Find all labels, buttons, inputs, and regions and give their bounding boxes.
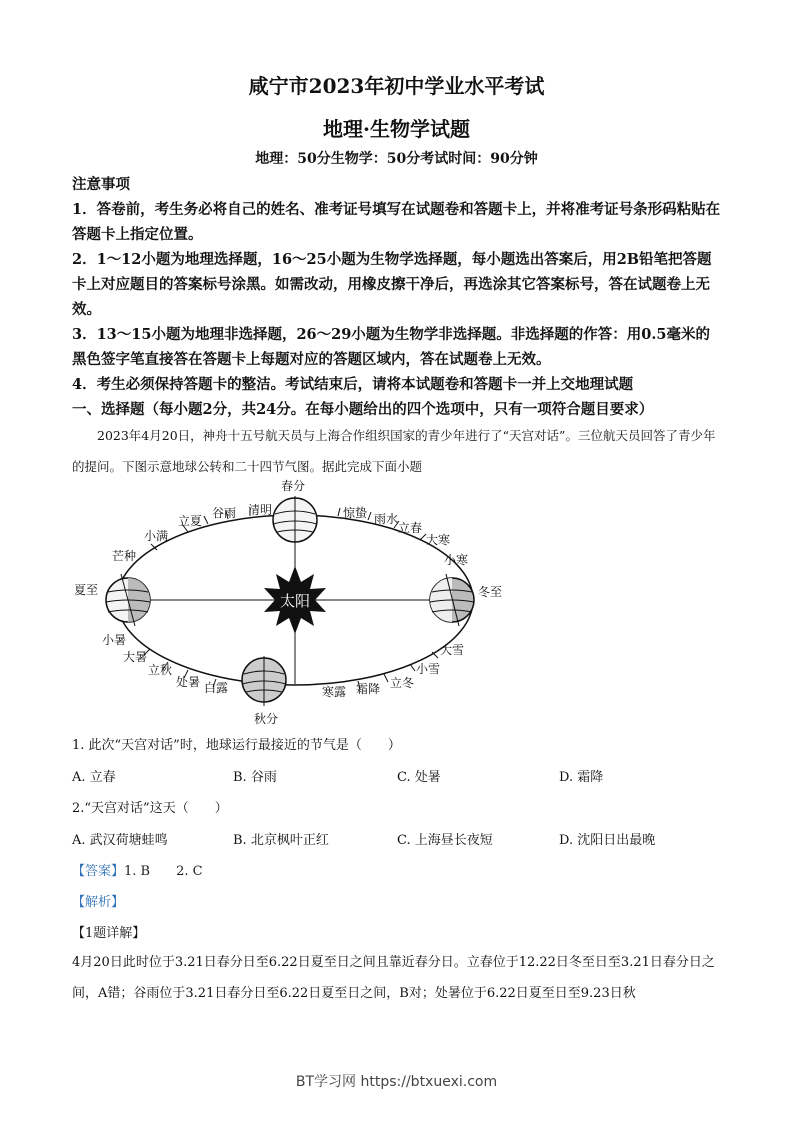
analysis-label: 【解析】: [72, 895, 125, 910]
earth-xiazhi-icon: [106, 574, 150, 626]
footer-watermark: BT学习网 https://btxuexi.com: [295, 1074, 498, 1090]
term-dahan: 大寒: [426, 533, 451, 547]
question-1-option-c: C. 处暑: [397, 770, 441, 785]
term-xiazhi: 夏至: [74, 583, 99, 597]
term-yushui: 雨水: [374, 512, 399, 526]
term-xiaohan: 小寒: [444, 553, 469, 567]
term-qingming: 清明: [248, 503, 273, 517]
term-chushu: 处暑: [176, 675, 201, 689]
question-2-option-a: A. 武汉荷塘蛙鸣: [72, 833, 168, 848]
passage-text: 2023年4月20日，神舟十五号航天员与上海合作组织国家的青少年进行了“天宫对话”。三位航天员回答了青少年的提问。下图示意地球公转和二十四节气图。据此完成下面小题: [72, 428, 716, 474]
exam-title: 咸宁市2023年初中学业水平考试: [248, 74, 545, 98]
note-item: 3．13～15小题为地理非选择题，26～29小题为生物学非选择题。非选择题的作答：用0.5毫米的黑色签字笔直接答在答题卡上每题对应的答题区域内，答在试题卷上无效。: [72, 326, 711, 368]
question-1-option-a: A. 立春: [72, 770, 116, 785]
notes-heading: 注意事项: [72, 176, 130, 193]
term-xiaoshu: 小暑: [102, 633, 127, 647]
score-line: 地理：50分生物学：50分考试时间：90分钟: [255, 151, 538, 167]
question-1-stem: 1. 此次“天宫对话”时，地球运行最接近的节气是（ ）: [72, 738, 401, 753]
question-2-option-b: B. 北京枫叶正红: [233, 833, 329, 848]
question-1-option-d: D. 霜降: [559, 770, 604, 785]
term-qiufen: 秋分: [253, 712, 279, 726]
earth-chunfen-icon: [273, 496, 317, 546]
term-bailu: 白露: [204, 681, 229, 695]
answer-value: 1. B 2. C: [124, 864, 203, 879]
term-jingzhe: 惊蛰: [343, 506, 368, 520]
term-xiaoman: 小满: [144, 529, 169, 543]
term-shuangjiang: 霜降: [356, 682, 381, 696]
exam-subtitle: 地理·生物学试题: [323, 117, 470, 141]
term-liqiu: 立秋: [148, 663, 173, 677]
question-2-stem: 2.“天宫对话”这天（ ）: [72, 801, 228, 816]
answer-line: [72, 860, 203, 879]
earth-revolution-diagram: [68, 474, 508, 726]
notes-section: [72, 172, 724, 422]
term-dashu: 大暑: [123, 650, 148, 664]
detail-label: 【1题详解】: [72, 926, 146, 941]
term-mangzhong: 芒种: [112, 549, 137, 563]
term-daxue: 大雪: [440, 643, 465, 657]
detail-text: 4月20日此时位于3.21日春分日至6.22日夏至日之间且靠近春分日。立春位于12.22日冬至日至3.21日春分日之间，A错；谷雨位于3.21日春分日至6.22日夏至日之间，B对；处暑位于6.22日夏至日至9.23日秋: [72, 955, 715, 1001]
question-2-option-c: C. 上海昼长夜短: [397, 833, 493, 848]
note-item: 2．1～12小题为地理选择题，16～25小题为生物学选择题，每小题选出答案后，用2B铅笔把答题卡上对应题目的答案标号涂黑。如需改动，用橡皮擦干净后，再选涂其它答案标号，答在试题卷上无效。: [72, 251, 712, 318]
section-heading: 一、选择题（每小题2分，共24分。在每小题给出的四个选项中，只有一项符合题目要求）: [72, 401, 654, 418]
answer-label: 【答案】: [72, 864, 125, 879]
earth-qiufen-icon: [242, 656, 286, 706]
term-lixia: 立夏: [178, 514, 203, 528]
term-dongzhi: 冬至: [478, 585, 503, 599]
term-lichun: 立春: [398, 521, 423, 535]
question-2-option-d: D. 沈阳日出最晚: [559, 833, 656, 848]
term-xiaoxue: 小雪: [416, 662, 441, 676]
sun-label: 太阳: [279, 592, 311, 610]
term-lidong: 立冬: [390, 676, 415, 690]
question-1-option-b: B. 谷雨: [233, 770, 277, 785]
note-item: 1．答卷前，考生务必将自己的姓名、准考证号填写在试题卷和答题卡上，并将准考证号条形码粘贴在答题卡上指定位置。: [72, 201, 721, 243]
term-hanlu: 寒露: [322, 685, 347, 699]
term-chunfen: 春分: [280, 479, 306, 493]
note-item: 4．考生必须保持答题卡的整洁。考试结束后，请将本试题卷和答题卡一并上交地理试题: [72, 376, 634, 393]
earth-dongzhi-icon: [430, 574, 474, 626]
term-guyu: 谷雨: [212, 506, 237, 520]
